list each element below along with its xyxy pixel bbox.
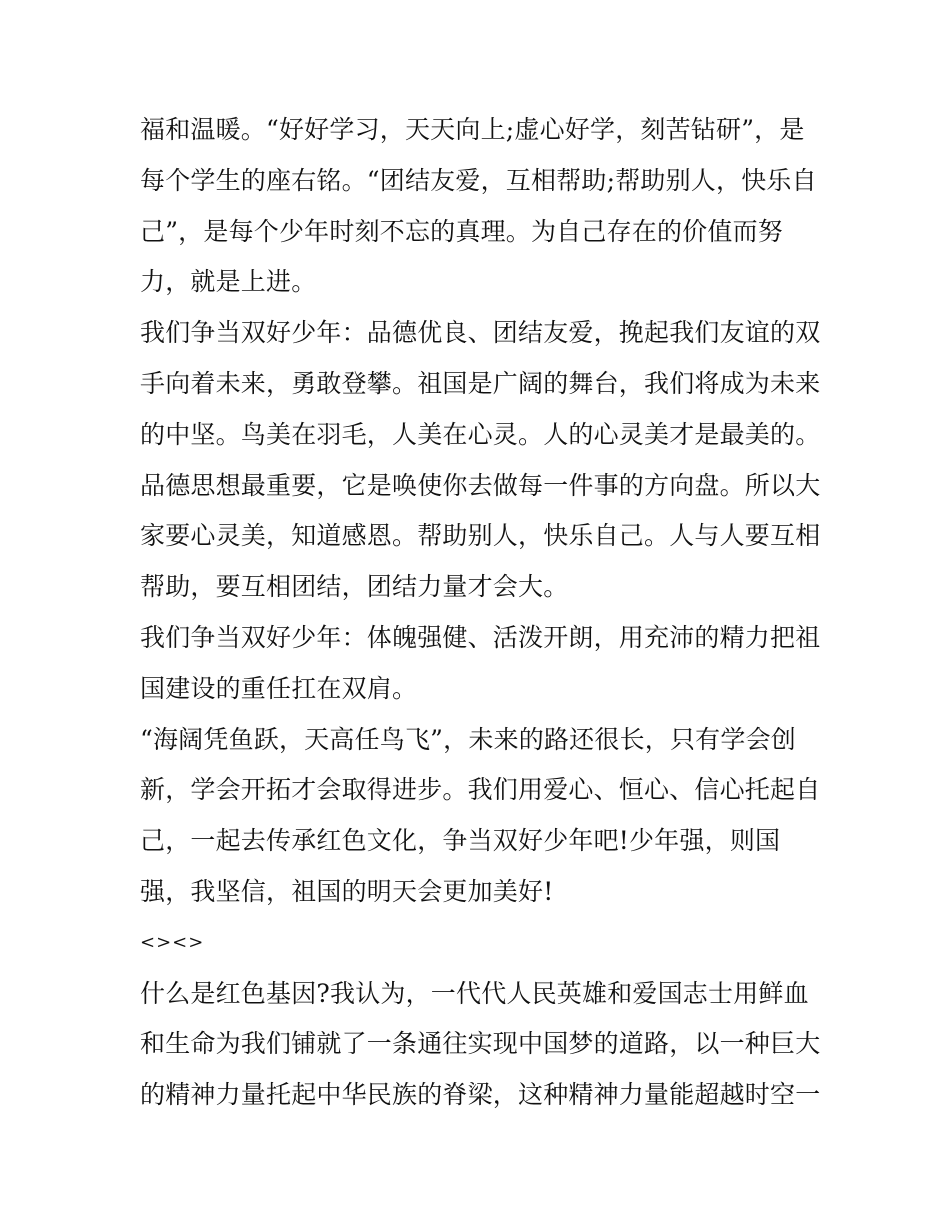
text-line: 强，我坚信，祖国的明天会更加美好! [140, 876, 554, 906]
text-line: 我们争当双好少年：品德优良、团结友爱，挽起我们友谊的双 [140, 318, 821, 348]
text-line: 我们争当双好少年：体魄强健、活泼开朗，用充沛的精力把祖 [140, 622, 821, 652]
separator-line: <><> [140, 931, 205, 953]
text-line: 新，学会开拓才会取得进步。我们用爱心、恒心、信心托起自 [140, 775, 821, 805]
text-line: 国建设的重任扛在双肩。 [140, 673, 418, 703]
text-line: 的精神力量托起中华民族的脊梁，这种精神力量能超越时空一 [140, 1080, 821, 1110]
text-line: 手向着未来，勇敢登攀。祖国是广阔的舞台，我们将成为未来 [140, 368, 821, 398]
text-line: 己，一起去传承红色文化，争当双好少年吧!少年强，则国 [140, 826, 781, 856]
text-line: 福和温暖。“好好学习，天天向上;虚心好学，刻苦钻研”，是 [140, 115, 805, 144]
document-body [140, 105, 820, 1121]
text-line: 力，就是上进。 [140, 267, 317, 297]
text-line: 家要心灵美，知道感恩。帮助别人，快乐自己。人与人要互相 [140, 521, 821, 551]
text-line: 的中坚。鸟美在羽毛，人美在心灵。人的心灵美才是最美的。 [140, 419, 821, 449]
text-line: 帮助，要互相团结，团结力量才会大。 [140, 572, 569, 602]
text-line: “海阔凭鱼跃，天高任鸟飞”，未来的路还很长，只有学会创 [140, 724, 796, 754]
text-line: 什么是红色基因?我认为，一代代人民英雄和爱国志士用鲜血 [140, 978, 809, 1008]
text-line: 品德思想最重要，它是唤使你去做每一件事的方向盘。所以大 [140, 470, 821, 500]
text-line: 和生命为我们铺就了一条通往实现中国梦的道路，以一种巨大 [140, 1029, 821, 1059]
text-line: 己”，是每个少年时刻不忘的真理。为自己存在的价值而努 [140, 216, 783, 246]
text-line: 每个学生的座右铭。“团结友爱，互相帮助;帮助别人，快乐自 [140, 165, 817, 195]
